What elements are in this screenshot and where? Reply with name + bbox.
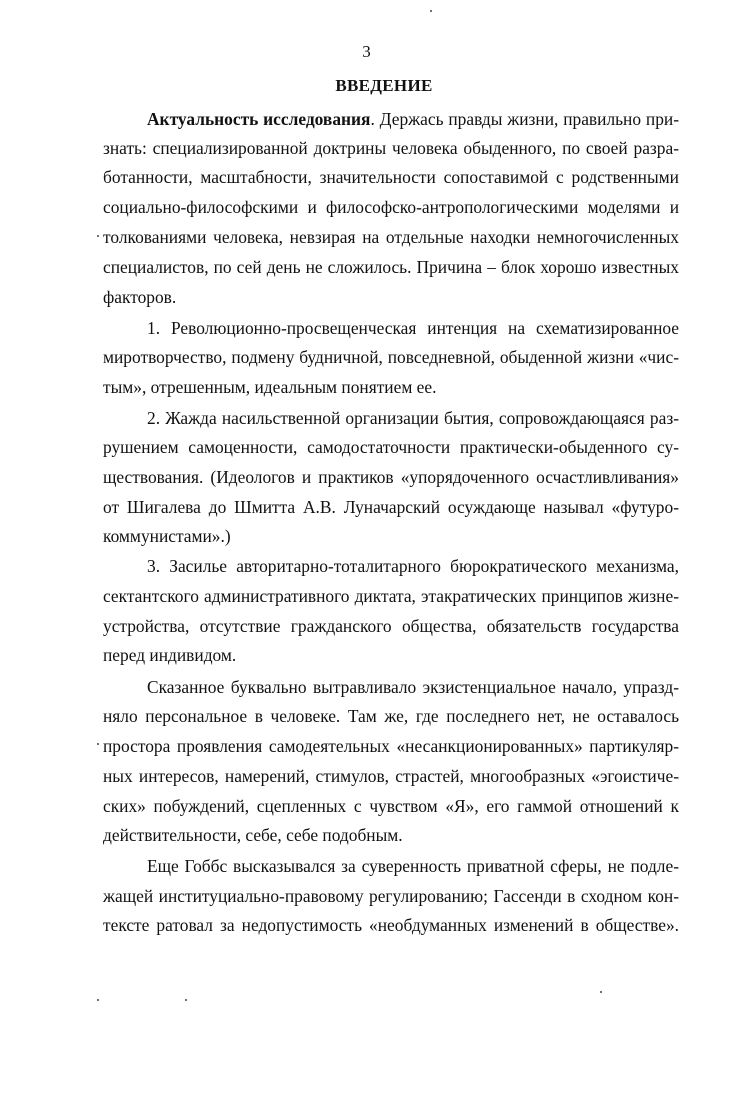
text-line: ных интересов, намерений, стимулов, страстей, многообразных «эгоистиче- [103, 766, 679, 786]
text-line: социально-философскими и философско-антропологическими моделями и [103, 197, 679, 217]
text-line: жащей институциально-правовому регулированию; Гассенди в сходном кон- [103, 886, 679, 906]
scan-speck [97, 743, 99, 745]
text-line: 1. Революционно-просвещенческая интенция на схематизированное [147, 318, 679, 338]
text-fragment: . Держась правды жизни, правильно при- [370, 109, 679, 129]
text-line: перед индивидом. [103, 645, 237, 665]
text-line: Еще Гоббс высказывался за суверенность приватной сферы, не подле- [147, 856, 679, 876]
page-number: 3 [362, 42, 371, 61]
text-line: простора проявления самодеятельных «несанкционированных» партикуляр- [103, 736, 679, 756]
text-line: рушением самоценности, самодостаточности практически-обыденного су- [103, 437, 679, 457]
scan-speck [430, 10, 432, 12]
text-line: ботанности, масштабности, значительности сопоставимой с родственными [103, 167, 679, 187]
text-line: тексте ратовал за недопустимость «необдуманных изменений в обществе». [103, 915, 679, 935]
scan-speck [185, 999, 187, 1001]
text-line: факторов. [103, 287, 177, 307]
text-line: коммунистами».) [103, 526, 231, 546]
lead-term: Актуальность исследования [147, 109, 371, 129]
text-line [147, 108, 679, 130]
text-line: толкованиями человека, невзирая на отдельные находки немногочисленных [103, 227, 679, 247]
text-line: действительности, себе, себе подобным. [103, 825, 403, 845]
text-line: миротворчество, подмену будничной, повседневной, обыденной жизни «чис- [103, 347, 679, 367]
text-line: няло персональное в человеке. Там же, где последнего нет, не оставалось [103, 706, 679, 726]
text-line: 2. Жажда насильственной организации бытия, сопровождающаяся раз- [147, 408, 679, 428]
text-line: сектантского административного диктата, этакратических принципов жизне- [103, 586, 679, 606]
text-line: от Шигалева до Шмитта А.В. Луначарский осуждающе называл «футуро- [103, 497, 679, 517]
text-line: ществования. (Идеологов и практиков «упорядоченного осчастливливания» [103, 467, 679, 487]
text-line: специалистов, по сей день не сложилось. Причина – блок хорошо известных [103, 257, 679, 277]
text-line: знать: специализированной доктрины человека обыденного, по своей разра- [103, 138, 679, 158]
scan-speck [600, 991, 602, 993]
text-line: устройства, отсутствие гражданского общества, обязательств государства [103, 616, 679, 636]
scan-speck [97, 235, 99, 237]
text-line: Сказанное буквально вытравливало экзистенциальное начало, упразд- [147, 677, 679, 697]
scan-speck [97, 999, 99, 1001]
text-line: 3. Засилье авторитарно-тоталитарного бюрократического механизма, [147, 556, 679, 576]
text-line: ских» побуждений, сцепленных с чувством «Я», его гаммой отношений к [103, 796, 679, 816]
page-heading: ВВЕДЕНИЕ [335, 76, 433, 95]
text-line: тым», отрешенным, идеальным понятием ее. [103, 377, 437, 397]
